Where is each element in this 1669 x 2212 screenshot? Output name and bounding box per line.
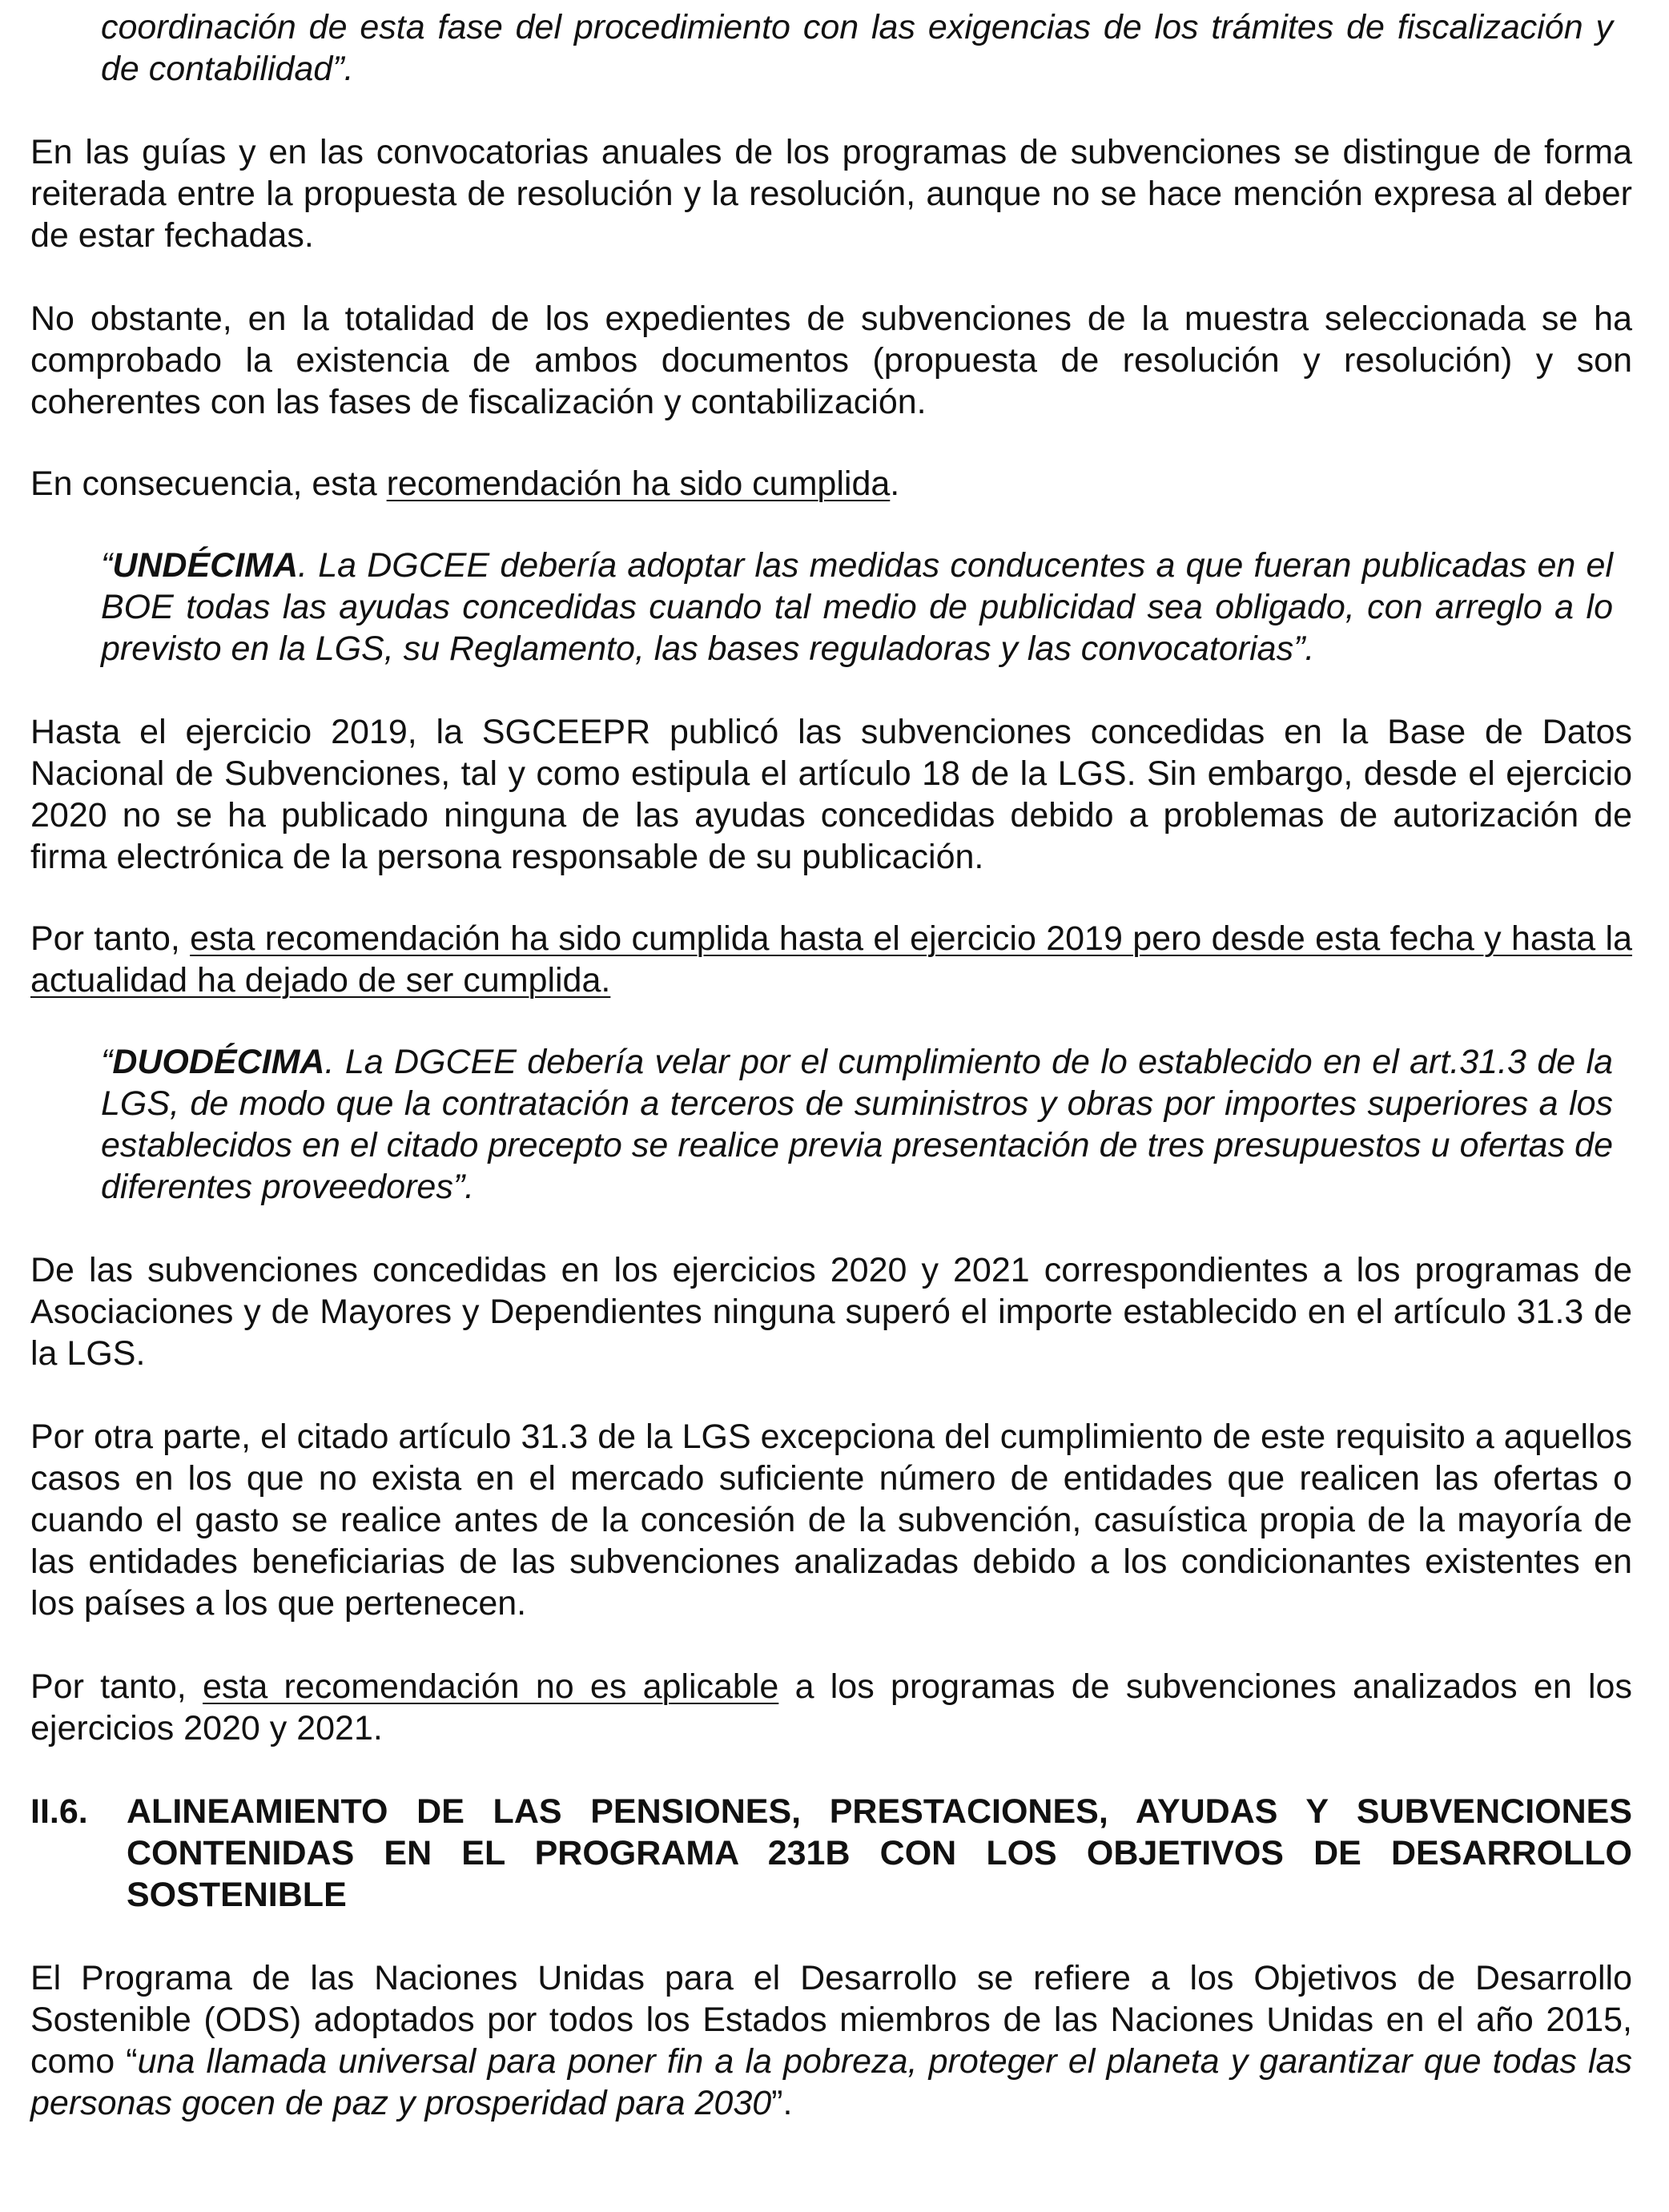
quote-undecima [101,545,1613,670]
quote-open: “ [101,1043,113,1081]
paragraph-importes: De las subvenciones concedidas en los ejercicios 2020 y 2021 correspondientes a los programas de Asociaciones y de Mayores y Dependientes ninguna superó el importe establecido en el artículo 31.3 de la LGS. [30,1251,1632,1373]
text: ”. [771,2084,793,2122]
text: Por tanto, [30,919,191,958]
text: a los programas de subvenciones analizados en los ejercicios 2020 y 2021. [30,1667,1632,1747]
quote-body: . La DGCEE debería adoptar las medidas conducentes a que fueran publicadas en el BOE todas las ayudas concedidas cuando tal medio de publicidad sea obligado, con arreglo a lo previsto en la LGS, su Reglamento, las bases reguladoras y las convocatorias”. [101,546,1613,668]
recommendation-heading: DUODÉCIMA [112,1043,325,1081]
quote-open: “ [101,546,113,585]
paragraph-publicacion: Hasta el ejercicio 2019, la SGCEEPR publicó las subvenciones concedidas en la Base de Datos Nacional de Subvenciones, tal y como estipula el artículo 18 de la LGS. Sin embargo, desde el ejercicio 2020 no se ha publicado ninguna de las ayudas concedidas debido a problemas de autorización de firma electrónica de la persona responsable de su publicación. [30,713,1632,876]
paragraph-excepcion: Por otra parte, el citado artículo 31.3 de la LGS excepciona del cumplimiento de este requisito a aquellos casos en los que no exista en el mercado suficiente número de entidades que realicen las ofertas o cuando el gasto se realice antes de la concesión de la subvención, casuística propia de la mayoría de las entidades beneficiarias de las subvenciones analizadas debido a los condicionantes existentes en los países a los que pertenecen. [30,1418,1632,1623]
paragraph-conclusion-2 [30,918,1632,1001]
underlined-conclusion: recomendación ha sido cumplida [386,465,891,503]
underlined-conclusion: esta recomendación no es aplicable [203,1667,779,1706]
quote-body: . La DGCEE debería velar por el cumplimiento de lo establecido en el art.31.3 de la LGS, de modo que la contratación a terceros de suministros y obras por importes superiores a los establecidos en el citado precepto se realice previa presentación de tres presupuestos u ofertas de diferentes proveedores”. [101,1043,1613,1206]
paragraph-ods [30,1957,1632,2124]
underlined-conclusion: esta recomendación ha sido cumplida hasta el ejercicio 2019 pero desde esta fecha y hasta la actualidad ha dejado de ser cumplida. [30,919,1632,999]
recommendation-heading: UNDÉCIMA [112,546,299,585]
document-page [30,6,1632,2124]
quote-continuation: coordinación de esta fase del procedimiento con las exigencias de los trámites de fiscalización y de contabilidad”. [101,8,1613,88]
paragraph-guides: En las guías y en las convocatorias anuales de los programas de subvenciones se distingue de forma reiterada entre la propuesta de resolución y la resolución, aunque no se hace mención expresa al deber de estar fechadas. [30,133,1632,255]
text: El Programa de las Naciones Unidas para el Desarrollo se refiere a los Objetivos de Desarrollo Sostenible (ODS) adoptados por todos los Estados miembros de las Naciones Unidas en el año 2015, como “ [30,1959,1632,2081]
paragraph-expedientes: No obstante, en la totalidad de los expedientes de subvenciones de la muestra seleccionada se ha comprobado la existencia de ambos documentos (propuesta de resolución y resolución) y son coherentes con las fases de fiscalización y contabilización. [30,300,1632,421]
text: En consecuencia, esta [30,465,387,503]
section-title: ALINEAMIENTO DE LAS PENSIONES, PRESTACIONES, AYUDAS Y SUBVENCIONES CONTENIDAS EN EL PROGRAMA 231B CON LOS OBJETIVOS DE DESARROLLO SOSTENIBLE [127,1792,1632,1914]
text: Por tanto, [30,1667,203,1706]
text: . [890,465,900,503]
paragraph-conclusion-1 [30,463,1632,505]
quote-duodecima [101,1041,1613,1208]
italic-quote: una llamada universal para poner fin a la pobreza, proteger el planeta y garantizar que todas las personas gocen de paz y prosperidad para 2030 [30,2042,1632,2122]
section-number: II.6. [30,1792,88,1831]
paragraph-conclusion-3 [30,1666,1632,1749]
section-heading [30,1791,1632,1916]
